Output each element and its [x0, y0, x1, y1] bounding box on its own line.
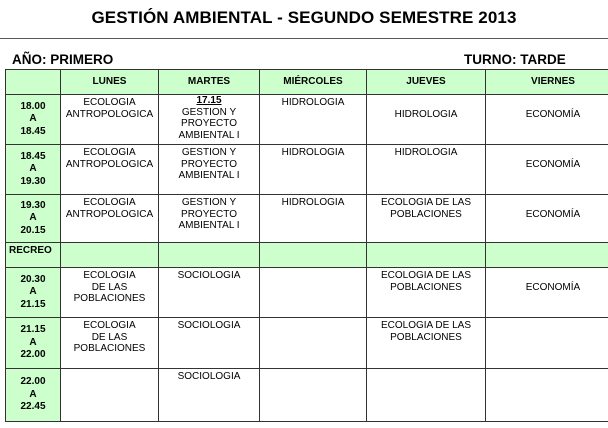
time-slot-line: 18.45 [20, 150, 46, 162]
class-cell-content [159, 369, 259, 383]
class-cell-jueves [367, 268, 486, 318]
class-cell-content [486, 268, 608, 294]
class-cell-viernes [486, 145, 608, 195]
schedule-row [6, 95, 608, 145]
class-cell-content [260, 369, 366, 371]
class-cell-content [159, 145, 259, 182]
year-label: AÑO: PRIMERO [12, 52, 114, 67]
subject-line: PROYECTO [181, 118, 237, 129]
time-slot-line: 21.15 [20, 324, 46, 336]
subject-line: ECOLOGIA DE LAS [380, 270, 472, 281]
class-cell-content [159, 95, 259, 141]
class-cell-content [486, 195, 608, 221]
class-cell-content [486, 369, 608, 371]
subject-line: PROYECTO [181, 208, 237, 220]
subject-line: DE LAS [91, 281, 128, 293]
recreo-row [6, 243, 608, 268]
subject-line: ANTROPOLOGICA [65, 158, 154, 170]
time-slot-line: 18.45 [20, 125, 46, 137]
class-cell-martes [159, 95, 260, 145]
subject-line: SOCIOLOGIA [177, 371, 241, 382]
class-cell-miercoles [260, 195, 367, 243]
time-slot-line: A [29, 212, 37, 224]
class-cell-content [367, 95, 485, 121]
subject-line: ECONOMÍA [525, 282, 581, 293]
class-cell-content [367, 195, 485, 220]
schedule-row [6, 195, 608, 243]
class-cell-miercoles [260, 268, 367, 318]
title-bar [0, 0, 608, 39]
subject-line: POBLACIONES [390, 208, 462, 220]
recreo-label: RECREO [6, 243, 61, 268]
time-slot [6, 268, 61, 318]
class-cell-content [61, 145, 158, 170]
class-cell-content [260, 268, 366, 270]
subject-line: ECOLOGIA [83, 147, 136, 158]
schedule-table [5, 69, 608, 422]
class-cell-miercoles [260, 95, 367, 145]
recreo-cell [61, 243, 159, 268]
day-header-jueves: JUEVES [367, 70, 486, 95]
class-cell-martes [159, 369, 260, 422]
class-cell-miercoles [260, 145, 367, 195]
class-cell-martes [159, 195, 260, 243]
subject-line: ANTROPOLOGICA [65, 208, 154, 220]
class-cell-martes [159, 145, 260, 195]
schedule-row [6, 369, 608, 422]
time-slot-line: A [29, 113, 37, 125]
class-cell-content [367, 318, 485, 343]
subject-line: POBLACIONES [390, 281, 462, 293]
day-header-lunes: LUNES [61, 70, 159, 95]
turno-label: TURNO: TARDE [464, 52, 566, 67]
class-cell-content [159, 268, 259, 282]
class-cell-jueves [367, 145, 486, 195]
class-cell-lunes [61, 369, 159, 422]
subject-line: PROYECTO [181, 158, 237, 170]
class-cell-martes [159, 318, 260, 369]
subject-line: HIDROLOGIA [394, 147, 458, 158]
subject-line: ECONOMÍA [525, 209, 581, 220]
time-slot-line: 22.45 [20, 401, 46, 413]
subject-line: GESTION Y [181, 197, 237, 208]
subject-line: AMBIENTAL I [178, 220, 240, 231]
time-slot [6, 95, 61, 145]
class-cell-content [61, 195, 158, 220]
class-cell-content [367, 145, 485, 159]
subject-line: ECOLOGIA DE LAS [380, 320, 472, 331]
time-slot-line: A [29, 286, 37, 298]
class-cell-jueves [367, 195, 486, 243]
class-cell-content [159, 195, 259, 232]
time-slot [6, 369, 61, 422]
class-cell-content [260, 145, 366, 159]
subject-line: ANTROPOLOGICA [65, 108, 154, 120]
subject-line: SOCIOLOGIA [177, 320, 241, 331]
class-cell-content [159, 318, 259, 332]
class-cell-lunes [61, 318, 159, 369]
subject-line: ECOLOGIA [83, 97, 136, 108]
time-slot-line: 19.30 [20, 199, 46, 211]
subject-line: POBLACIONES [390, 331, 462, 343]
class-cell-viernes [486, 268, 608, 318]
class-cell-miercoles [260, 369, 367, 422]
subject-line: ECONOMÍA [525, 159, 581, 170]
subject-line: HIDROLOGIA [394, 109, 458, 120]
day-header-miercoles: MIÉRCOLES [260, 70, 367, 95]
class-cell-content [61, 95, 158, 120]
class-cell-viernes [486, 95, 608, 145]
time-slot-line: A [29, 336, 37, 348]
time-slot-line: A [29, 163, 37, 175]
class-cell-lunes [61, 145, 159, 195]
time-slot [6, 318, 61, 369]
class-cell-content [486, 145, 608, 171]
class-cell-content [367, 268, 485, 293]
day-header-martes: MARTES [159, 70, 260, 95]
recreo-cell [159, 243, 260, 268]
class-cell-content [260, 95, 366, 109]
subject-line: ECONOMÍA [525, 109, 581, 120]
time-slot [6, 145, 61, 195]
class-cell-content [61, 318, 158, 355]
subject-line: DE LAS [91, 331, 128, 343]
header-row [6, 70, 608, 95]
schedule-row [6, 318, 608, 369]
schedule-row [6, 268, 608, 318]
class-cell-lunes [61, 268, 159, 318]
subject-line: GESTION Y [181, 106, 237, 118]
subject-line: SOCIOLOGIA [177, 270, 241, 281]
time-slot-line: 21.15 [20, 298, 46, 310]
class-cell-content [367, 369, 485, 371]
class-cell-content [61, 268, 158, 305]
class-cell-martes [159, 268, 260, 318]
class-cell-jueves [367, 318, 486, 369]
class-start-time: 17.15 [196, 95, 222, 106]
subject-line: POBLACIONES [73, 293, 146, 304]
time-slot [6, 195, 61, 243]
subject-line: AMBIENTAL I [178, 170, 240, 181]
subject-line: HIDROLOGIA [281, 97, 345, 108]
subject-line: HIDROLOGIA [281, 147, 345, 158]
class-cell-content [260, 195, 366, 209]
class-cell-content [260, 318, 366, 320]
time-slot-line: A [29, 388, 37, 400]
class-cell-lunes [61, 95, 159, 145]
class-cell-content [61, 369, 158, 371]
class-cell-viernes [486, 195, 608, 243]
subject-line: ECOLOGIA [83, 197, 136, 208]
class-cell-content [486, 95, 608, 121]
time-slot-line: 18.00 [20, 100, 46, 112]
recreo-cell [260, 243, 367, 268]
subject-line: ECOLOGIA DE LAS [380, 197, 472, 208]
day-header-viernes: VIERNES [486, 70, 608, 95]
class-cell-content [486, 318, 608, 320]
class-cell-viernes [486, 369, 608, 422]
time-slot-line: 19.30 [20, 175, 46, 187]
class-cell-lunes [61, 195, 159, 243]
class-cell-jueves [367, 95, 486, 145]
subject-line: POBLACIONES [73, 343, 146, 354]
schedule-row [6, 145, 608, 195]
time-slot-line: 20.30 [20, 273, 46, 285]
recreo-cell [367, 243, 486, 268]
class-cell-jueves [367, 369, 486, 422]
class-cell-viernes [486, 318, 608, 369]
class-cell-miercoles [260, 318, 367, 369]
recreo-cell [486, 243, 608, 268]
subject-line: GESTION Y [181, 147, 237, 158]
page-title: GESTIÓN AMBIENTAL - SEGUNDO SEMESTRE 2013 [91, 8, 517, 27]
corner-cell [6, 70, 61, 95]
subject-line: ECOLOGIA [83, 270, 136, 281]
time-slot-line: 22.00 [20, 376, 46, 388]
subject-line: ECOLOGIA [83, 320, 136, 331]
time-slot-line: 20.15 [20, 224, 46, 236]
subject-line: HIDROLOGIA [281, 197, 345, 208]
time-slot-line: 22.00 [20, 349, 46, 361]
subject-line: AMBIENTAL I [178, 129, 240, 141]
